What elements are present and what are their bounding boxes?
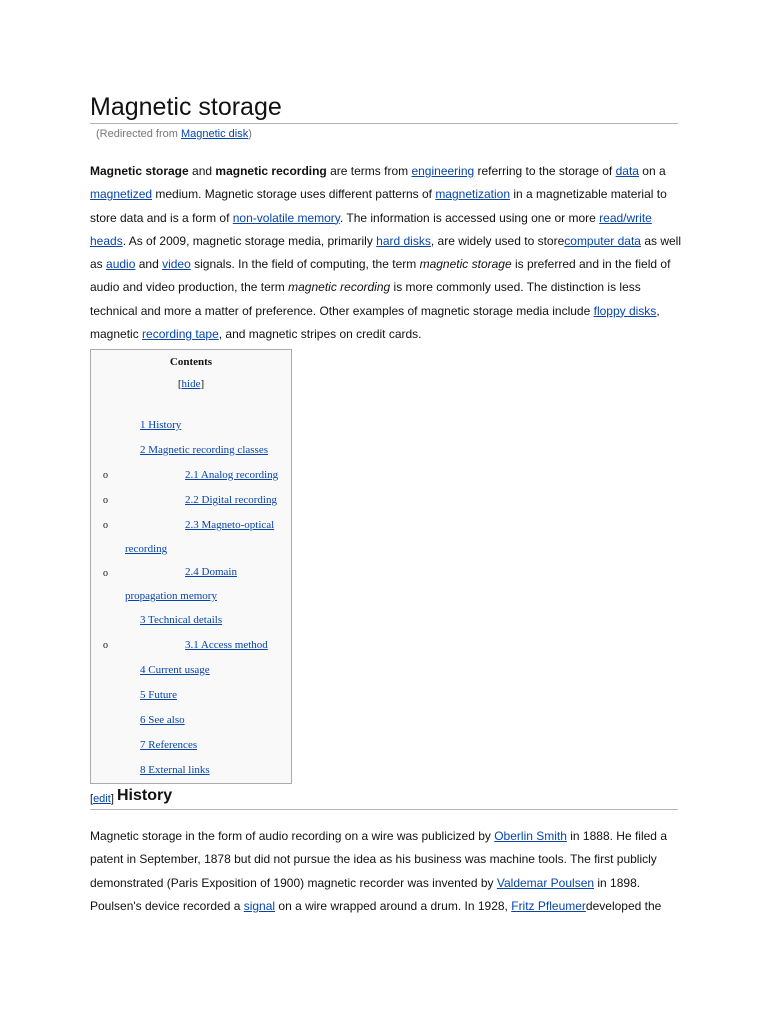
- text: . As of 2009, magnetic storage media, primarily: [122, 233, 377, 248]
- text: on a: [638, 164, 666, 178]
- toc-bullet: o: [103, 470, 108, 481]
- page-title: Magnetic storage: [90, 92, 678, 124]
- text: , magnetic: [90, 303, 660, 342]
- edit-section: [90, 793, 114, 805]
- text: is preferred and in the field of audio and video production, the term: [90, 257, 671, 295]
- link-data[interactable]: data: [615, 164, 639, 178]
- bold-term: magnetic recording: [215, 164, 327, 178]
- link-hard-disks[interactable]: hard disks: [376, 233, 431, 248]
- toc-item-references[interactable]: 7 References: [140, 739, 198, 751]
- link-magnetization[interactable]: magnetization: [435, 187, 511, 202]
- history-paragraph: [90, 825, 682, 918]
- link-recording-tape[interactable]: recording tape: [142, 327, 219, 342]
- bracket: ]: [200, 378, 205, 390]
- toc-item-digital-recording[interactable]: 2.2 Digital recording: [185, 494, 277, 506]
- toc-item-current-usage[interactable]: 4 Current usage: [140, 664, 210, 676]
- text: , and magnetic stripes on credit cards.: [218, 327, 422, 342]
- text: medium. Magnetic storage uses different patterns of: [152, 187, 436, 202]
- link-video[interactable]: video: [162, 257, 191, 272]
- toc-bullet: o: [103, 495, 108, 506]
- text: developed the: [585, 898, 662, 913]
- text: and: [135, 257, 163, 272]
- text: Magnetic storage in the form of audio recording on a wire was publicized by: [90, 829, 495, 843]
- toc-item-magneto-optical-recording[interactable]: 2.3 Magneto-optical: [185, 519, 275, 531]
- toc-item-external-links[interactable]: 8 External links: [140, 764, 210, 776]
- text: referring to the storage of: [474, 164, 616, 178]
- bold-term: Magnetic storage: [90, 164, 189, 178]
- toc-item-technical-details[interactable]: 3 Technical details: [140, 614, 223, 626]
- link-computer-data[interactable]: computer data: [564, 233, 641, 248]
- link-read-write-heads[interactable]: read/write heads: [90, 210, 652, 248]
- link-fritz-pfleumer[interactable]: Fritz Pfleumer: [511, 898, 586, 913]
- edit-link[interactable]: edit: [93, 793, 111, 805]
- toc-hide-toggle: [91, 378, 291, 390]
- link-valdemar-poulsen[interactable]: Valdemar Poulsen: [496, 875, 595, 890]
- toc-item-magnetic-recording-classes[interactable]: 2 Magnetic recording classes: [140, 444, 268, 456]
- text: are terms from: [326, 164, 412, 178]
- text: in 1898. Poulsen's device recorded a: [90, 875, 641, 913]
- toc-bullet: o: [103, 568, 108, 579]
- link-non-volatile-memory[interactable]: non-volatile memory: [232, 210, 340, 225]
- toc-item-future[interactable]: 5 Future: [140, 689, 177, 701]
- text: signals. In the field of computing, the term: [190, 257, 420, 272]
- italic-term: magnetic recording: [288, 280, 391, 295]
- link-signal[interactable]: signal: [243, 898, 276, 913]
- text: , are widely used to store: [430, 233, 565, 248]
- toc-bullet: o: [103, 640, 108, 651]
- text: and: [188, 164, 216, 178]
- toc-title: Contents: [169, 356, 213, 368]
- italic-term: magnetic storage: [419, 257, 512, 272]
- toc-item-domain-propagation-memory-cont[interactable]: propagation memory: [125, 590, 217, 602]
- text: in 1888. He filed a patent in September, 1878 but did not pursue the idea as his business was machine tools. The first publicly demonstrated (Paris Exposition of 1900) magnetic recorder was invented by: [90, 829, 667, 890]
- text: . The information is accessed using one or more: [339, 210, 600, 225]
- bracket: ]: [110, 793, 114, 805]
- intro-paragraph: [90, 160, 682, 346]
- text: on a wire wrapped around a drum. In 1928,: [275, 898, 512, 913]
- toc-item-access-method[interactable]: 3.1 Access method: [185, 639, 268, 651]
- toc-item-domain-propagation-memory[interactable]: 2.4 Domain: [185, 566, 237, 578]
- redirect-prefix: (Redirected from: [96, 128, 181, 140]
- toc-item-see-also[interactable]: 6 See also: [140, 714, 185, 726]
- toc-item-history[interactable]: 1 History: [140, 419, 182, 431]
- table-of-contents: [90, 349, 292, 784]
- toc-bullet: o: [103, 520, 108, 531]
- section-heading-history: [90, 786, 678, 810]
- link-engineering[interactable]: engineering: [411, 164, 475, 178]
- text: in a magnetizable material to store data and is a form of: [90, 187, 667, 225]
- link-audio[interactable]: audio: [106, 257, 136, 272]
- toc-item-analog-recording[interactable]: 2.1 Analog recording: [185, 469, 279, 481]
- toc-hide-link[interactable]: hide: [181, 378, 201, 390]
- redirect-link[interactable]: Magnetic disk: [180, 128, 249, 140]
- toc-item-magneto-optical-recording-cont[interactable]: recording: [125, 543, 168, 555]
- bracket: [: [90, 793, 94, 805]
- redirect-note: [96, 128, 252, 140]
- link-floppy-disks[interactable]: floppy disks: [593, 303, 657, 318]
- redirect-suffix: ): [248, 128, 252, 140]
- section-title: History: [117, 787, 173, 804]
- text: is more commonly used. The distinction is less technical and more a matter of preference. Other examples of magnetic storage media include: [90, 280, 641, 318]
- link-magnetized[interactable]: magnetized: [90, 187, 153, 202]
- bracket: [: [177, 378, 182, 390]
- link-oberlin-smith[interactable]: Oberlin Smith: [494, 829, 567, 843]
- text: as well as: [90, 233, 681, 272]
